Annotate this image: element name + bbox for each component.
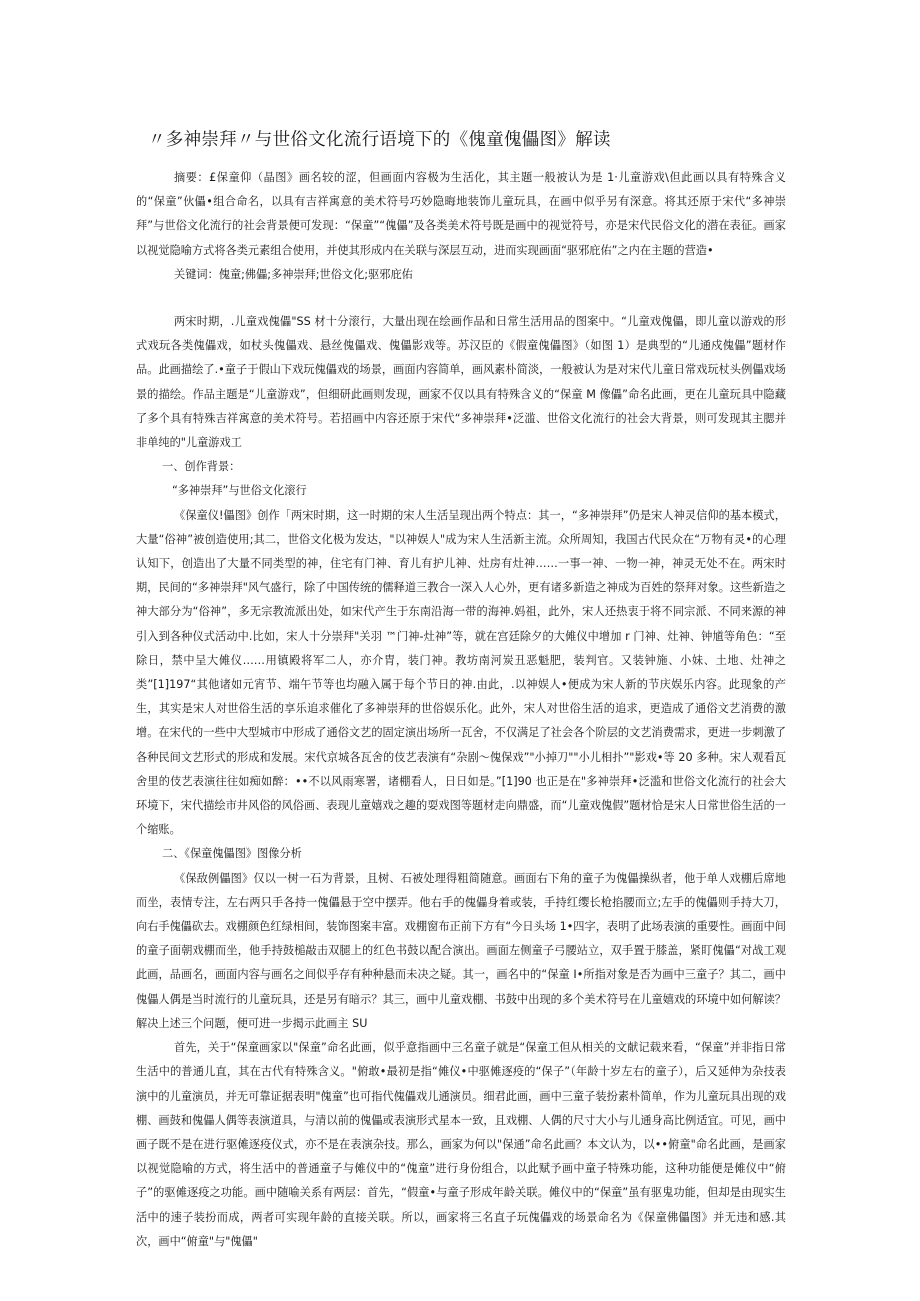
keywords-line: 关键词：傀童;佛儡;多神崇拜;世俗文化;驱邪庇佑	[174, 267, 413, 281]
abstract-paragraph: 摘要：£保童仰（晶图》画名较的涩，但画面内容极为生活化，其主题一般被认为是 1·儿童游戏\但此画以具有特殊含义的“保童”伙儡•组合命名，以具有吉祥寓意的美术符号巧妙隐晦地装饰儿童玩具，在画中似乎另有深意。将其还原于宋代“多神崇拜”与世俗文化流行的社会背景便可发现：“保童”“傀儡”及各类美术符号既是画中的视觉符号，亦是宋代民俗文化的潜在表征。画家以视觉隐喻方式将各类元素组合使用，并使其形成内在关联与深层互动，进而实现画面“驱邪庇佑”之内在主题的营造•	[136, 171, 786, 257]
intro-paragraph: 两宋时期，.儿童戏傀儡"SS 材十分滚行，大量出现在绘画作品和日常生活用品的图案中。“儿童戏傀儡，即儿童以游戏的形式戏玩各类傀儡戏，如杖头傀儡戏、悬丝傀儡戏、傀儡影戏等。苏汉臣的《假童傀儡图》（如图 1）是典型的“儿通戍傀儡”题材作品。此画描绘了.•童子于假山下戏玩傀儡戏的场景，画面内容简单，画风素朴简淡，一般被认为是对宋代儿童日常戏玩杖头例儡戏场景的描绘。作品主题是“儿童游戏”，但细研此画则发现，画家不仅以具有特殊含义的“保童 M 像儡”命名此画，更在儿童玩具中隐藏了多个具有特殊吉祥寓意的美术符号。若招画中内容还原于宋代“多神崇拜•泛滥、世俗文化流行的社会大背景，则可发现其主腮并非单纯的"儿童游戏工	[136, 315, 786, 450]
analysis-paragraph: 《保敌例儡图》仅以一树一石为背景，且树、石被处理得粗简随意。画面右下角的童子为傀儡操纵者，他于单人戏棚后席地而坐，表情专注，左右两只手各持一傀儡悬于空中摆弄。他右手的傀儡身着或装，手持红缨长枪掐腰而立;左手的傀儡则手持大刀，向右手傀儡砍去。戏棚颜色红绿相间，装饰图案丰富。戏棚窗布正前下方有“今日头场 1•四字，表明了此场表演的重要性。画面中间的童子面朝戏棚而坐，他手持鼓槌敲击双腿上的红色书鼓以配合演出。画面左侧童子弓腰站立，双手置于膝盖，紧盯傀儡“对战工观此画，品画名，画面内容与画名之间似乎存有种种悬而未决之疑。其一，画名中的“保童 I•所指对象是否为画中三童子？其二，画中傀儡人偶是当时流行的儿童玩具，还是另有暗示？其三，画中儿童戏棚、书鼓中出现的多个美术符号在儿童嬉戏的环境中如何解读？解决上述三个问题，便可进一步揭示此画主 SU	[136, 871, 786, 1030]
body-block	[136, 310, 786, 1254]
section-1-heading: 一、创作背景：	[162, 460, 241, 474]
section-2-heading: 二、《保童傀儡图》图像分析	[162, 847, 302, 861]
background-paragraph: 《保童仪!儡图》创作「两宋时期，这一时期的宋人生活呈现出两个特点：其一，“多神崇拜”仍是宋人神灵信仰的基本模式，大量“俗神”被创造使用;其二，世俗文化极为发达，"以神娱人"成为宋人生活新主流。众所周知，我国古代民众在“万物有灵•的心理认知下，创造出了大量不同类型的神，住宅有门神、育儿有护儿神、灶房有灶神……一事一神、一物一神，神灵无处不在。两宋时期，民间的“多神崇拜"风气盛行，除了中国传统的儒释道三教合一深入人心外，更有诸多新造之神成为百姓的祭拜对象。这些新造之神大部分为“俗神”，多无宗教流派出处，如宋代产生于东南沿海一带的海神.妈祖，此外，宋人还热衷于将不同宗派、不同来源的神引入到各种仪式活动中.比如，宋人十分崇拜"关羽 ™门神-灶神”等，就在宫廷除夕的大傩仪中增加 r 门神、灶神、钟馗等角色：“至除日，禁中呈大傩仪……用镇殿将军二人，亦介胄，装门神。教坊南河炭丑恶魁肥，装判官。又装钟施、小妹、土地、灶神之类”[1]197“其他诸如元宵节、端午节等也均融入属于每个节日的神.由此，.以神娱人•便成为宋人新的节庆娱乐内容。此现象的产生，其实是宋人对世俗生活的享乐追求催化了多神崇拜的世俗娱乐化。此外，宋人对世俗生活的追求，更造成了通俗文艺消费的激增。在宋代的一些中大型城市中形成了通俗文艺的固定演出场所一瓦舍，不仅满足了社会各个阶层的文艺消费需求，更进一步刺激了各种民间文艺形式的形成和发展。宋代京城各瓦舍的伎艺表演有“杂剧～傀保戏”"小掉刀""小儿相扑”"影戏•等 20 多种。宋人观看瓦舍里的伎艺表演往往如痴如醉：••不以风雨寒署，诸棚看人，日日如是。”[1]90 也正是在"多神崇拜•泛滥和世俗文化流行的社会大环境下，宋代描绘市井风俗的风俗画、表现儿童嬉戏之趣的耍戏图等题材走向鼎盛，而“儿童戏傀假”题材恰是宋人日常世俗生活的一个缩账。	[136, 508, 786, 837]
abstract-block	[136, 166, 786, 287]
first-point-paragraph: 首先，关于“保童画家以"保童”命名此画，似乎意指画中三名童子就是“保童工但从相关的文献记载来看，“保童”并非指日常生活中的普通儿直，其在古代有特殊含义。"俯敢•最初是指“傩仪•中驱傩逐疫的“保子”（年龄十岁左右的童子），后又延伸为杂技表演中的儿童演员，并无可靠证据表明"傀童”也可指代傀儡戏儿通演员。细君此画，画中三童子装扮素朴简单，作为儿童玩具出现的戏棚、画鼓和傀儡人偶等表演道具，与清以前的傀儡或表演形式星本一致，且戏棚、人偶的尺寸大小与儿通身高比例适宜。可见，画中画子既不是在进行驱傩逐疫仪式，亦不是在表演杂技。那么，画家为何以"保通”命名此画？本文认为，以••俯童"命名此画，是画家以视觉隐喻的方式，将生活中的普通童子与傩仪中的“傀童”进行身份组合，以此赋予画中童子特殊功能，这种功能便是傩仪中“俯子”的驱傩逐疫之功能。画中随喻关系有两层：首先，“假童•与童子形成年龄关联。傩仪中的“保童”虽有驱鬼功能，但却是由现实生活中的速子装扮而成，两者可实现年龄的直接关联。所以，画家将三名直子玩傀儡戏的场景命名为《保童佛儡图》并无违和感.其次，画中“俯童"与"傀儡"	[136, 1041, 786, 1248]
section-1-subheading: “多神崇拜”与世俗文化滚行	[172, 484, 307, 498]
paper-title: 〃多神崇拜〃与世俗文化流行语境下的《傀童傀儡图》解读	[148, 130, 611, 150]
